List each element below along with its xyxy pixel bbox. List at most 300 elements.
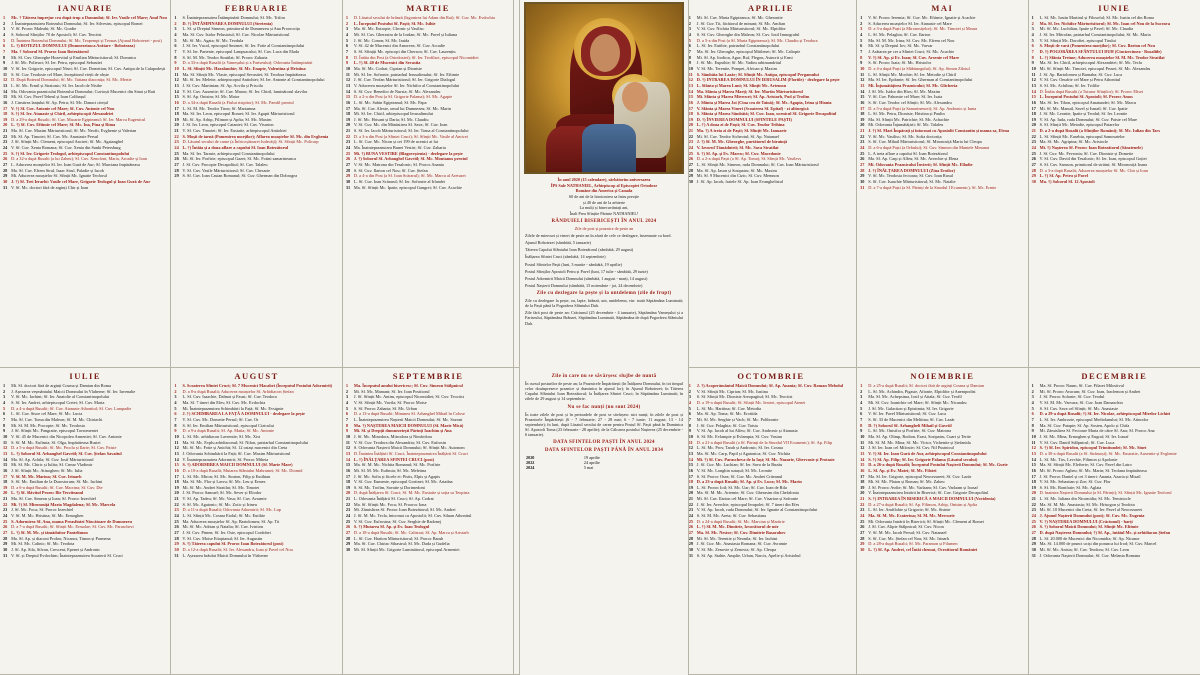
observances-heading: Zile cu dezlegare la pește și la untdelemn (zile de frupt) <box>536 291 672 296</box>
calendar-day <box>3 15 167 20</box>
day-number: 25 <box>345 518 351 524</box>
day-text: V. Sf. Proroc Maleahi; Sf. Mc. Gordie <box>10 26 77 32</box>
day-number: 30 <box>860 547 865 553</box>
day-number: 20 <box>688 122 693 128</box>
day-number: 22 <box>860 133 865 139</box>
day-text: Ma. Sf. Cuv. Maxim Mărturisitorul; Sf. Mc. Neofit, Evghenie și Valerian <box>10 128 137 134</box>
day-text: J. Sf. Ier. Ioan cel Milostiv; Sf. Cuv. Nil Pustnicul <box>867 445 954 451</box>
day-number: 10 <box>1031 433 1036 439</box>
calendar-day <box>174 145 338 150</box>
day-number: 24 <box>860 513 865 519</box>
day-text: S. Sf. Cuv. Ioan Casian Romanul; Sf. Cuv. Gherman din Dobrogea <box>181 173 298 179</box>
calendar-day <box>1032 462 1197 467</box>
day-text: L. †) Sfânta Treime; Aducerea moaștelor Sf. M. Mc. Teodor Stratilat <box>1038 54 1165 60</box>
day-text: S. Sf. Sfințit Mc. Metodie, episcopul Patarelor <box>1038 122 1120 128</box>
day-text: J. Sf. Cuv. Mc. Fevronia; Sf. Cuv. Dionisie și Dometie <box>1038 150 1134 156</box>
day-number: 12 <box>3 445 8 451</box>
calendar-day <box>174 94 338 99</box>
day-text: V. Sf. Ier. Pavel Mărturisitorul; Sf. Cuv. Luca <box>867 411 947 417</box>
day-number: 17 <box>1031 105 1036 111</box>
rules-list <box>525 233 683 288</box>
month-title: FEBRUARIE <box>224 3 289 13</box>
day-text: S. Sf. Cuv. Teodor cel Sfințit; Sf. Mc. Alexandru <box>867 99 952 105</box>
day-text: L. Sf. Sfințit Mc. Mochie; Sf. Ier. Metodie și Chiril <box>867 71 957 77</box>
calendar-day <box>689 434 853 439</box>
day-number: 1 <box>345 15 348 20</box>
day-text: L. †) Soborul Sf. Arhanghel Gavriil; Sf. Cuv. Ștefan Savaitul <box>10 450 122 456</box>
day-number: 25 <box>345 150 351 156</box>
day-number: 5 <box>1031 37 1034 43</box>
day-text: V. Sf. Sfințit Mc. Doroftei, episcopul Tirului <box>1038 37 1116 43</box>
day-text: Ma. Sf. M. Mc. Artemie; Sf. Cuv. Gherasim din Chefalonia <box>695 490 799 496</box>
day-number: 30 <box>3 179 8 185</box>
day-text: D. a 28-a după Rusalii; Sf. Mc. Paramon și Filumen <box>867 541 958 547</box>
day-number: 13 <box>1031 82 1036 88</box>
day-text: D. a 2-a după Rusalii (a Sfinților Români); Sf. Mc. Iulian din Tars <box>1038 128 1161 134</box>
day-text: Mi. Sf. Mc. Calinic; Sf. Mc. Teodota <box>10 541 75 547</box>
day-text: Mi. Sf. Proroc Avacum; Sf. Cuv. Ioan, Iraclemon și Andrei <box>1038 388 1141 394</box>
day-text: Ma. Sf. Ap. Toma; Sf. Mc. Erotiida <box>695 411 758 417</box>
day-text: Mi. Sf. Mc. Anisia; Sf. Cuv. Teodora; Sf. Cuv. Leon <box>1038 547 1129 553</box>
day-text: V. Sf. Mc. doctori fără de arginți Chir și Ioan <box>10 184 89 190</box>
day-number: 18 <box>860 479 865 485</box>
calendar-day <box>346 72 510 77</box>
day-text: S. Sf. M. Mc. Eufimia; Sf. Olga, împărăteasa Rusiei <box>10 439 101 445</box>
calendar-day <box>860 411 1024 416</box>
day-number: 22 <box>345 501 351 507</box>
day-number: 26 <box>3 524 8 530</box>
calendar-day <box>860 83 1024 88</box>
day-number: 2 <box>3 20 6 26</box>
day-number: 10 <box>345 65 351 71</box>
day-text: D. a 4-a din Post (a Sf. Ioan Scărarul); Sf. Mc. Marcu al Aretuzei <box>352 173 466 179</box>
day-text: Ma. Sf. Mc. Carp, Papil și Agatonica; Sf. Cuv. Nichita <box>695 450 791 456</box>
calendar-day <box>346 451 510 456</box>
day-number: 13 <box>174 82 179 88</box>
day-text: V. †) Sf. Cuv. Antonie cel Mare; Sf. Cuv. Antonie cel Nou <box>10 105 115 111</box>
day-number: 17 <box>345 105 351 111</box>
day-number: 26 <box>345 524 351 530</box>
day-number: 11 <box>345 439 350 445</box>
day-text: D. după Înălțarea Sf. Cruci; Sf. M. Mc. Eustatie și soția sa Teopista <box>352 490 470 496</box>
calendar-day <box>1032 383 1197 388</box>
day-number: 10 <box>174 65 179 71</box>
day-text: Ma. †) Soborul Sf. 12 Apostoli <box>1038 179 1095 185</box>
day-number: 10 <box>688 65 693 71</box>
day-number: 13 <box>860 82 865 88</box>
day-number: 22 <box>860 501 865 507</box>
day-number: 4 <box>345 31 348 37</box>
day-number: 16 <box>688 99 693 105</box>
day-number: 16 <box>1031 99 1036 105</box>
day-number: 26 <box>688 524 693 530</box>
day-number: 19 <box>1031 116 1036 122</box>
day-text: Mi. Odovania Intrării în Biserică; Sf. Sfințit Mc. Clement al Romei <box>867 518 984 524</box>
day-text: J. Ajunul Nașterii Domnului (post); Sf. Cuv. Mc. Eugenia <box>1038 513 1145 519</box>
calendar-day <box>3 168 167 173</box>
day-number: 4 <box>688 399 691 405</box>
day-text: V. Sf. 42 de Mucenici din Amoreea; Sf. Cuv. Arcadie <box>352 43 446 49</box>
day-text: Mi. Sf. Mc. Platon și Roman; Sf. Mc. Zaheu <box>867 479 945 485</box>
calendar-day <box>689 111 853 116</box>
day-text: L. †) Sf. M. Mc. Dimitrie, Izvorâtorul de mir <box>695 524 779 530</box>
day-text: V. Sf. M. Mc. Iacob Persul; Sf. Cuv. Natanael <box>867 530 947 536</box>
day-number: 5 <box>174 405 177 411</box>
calendar-day <box>860 507 1024 512</box>
day-number: 1 <box>345 383 348 388</box>
calendar-day <box>860 547 1024 552</box>
day-text: Mi. Înaintepraznuirea Schimbării la Față; Sf. Mc. Evsignie <box>181 405 284 411</box>
day-number: 14 <box>1031 88 1036 94</box>
calendar-day <box>860 100 1024 105</box>
day-number: 23 <box>3 507 8 513</box>
month-days <box>3 15 167 190</box>
observance-line: Zile fără post de peste an: Crăciunul (25 decembrie - 4 ianuarie), Săptămâna Vameșului și a Fariseului, Săptămâna Brânzei, Săptămâna Luminată, Săptămâna de după Pogorârea Sfântului Duh. <box>525 310 683 326</box>
day-text: Mi. Sf. Mc. Fotie și Anichit; Sf. 12 ostași mucenici din Creta <box>181 445 288 451</box>
day-text: S. Moșii de iarnă (Pomenirea morților); Aflarea moaștelor Sf. Mc. din Evghenia <box>181 133 329 139</box>
rule-line: Ajunul Bobotezei (sâmbătă, 5 ianuarie) <box>525 240 591 246</box>
calendar-day <box>346 38 510 43</box>
day-number: 10 <box>345 433 351 439</box>
day-text: Ma. Sf. Ier. Gheorghe, episcopul Mitilenei; Sf. Mc. Caliopie <box>695 48 801 54</box>
day-number: 3 <box>1031 394 1034 400</box>
day-text: Ma. Sf. M. Mc. Irina; Sf. Cuv. Mc. Efrem cel Nou <box>867 37 955 43</box>
day-number: 18 <box>345 479 351 485</box>
calendar-day <box>689 32 853 37</box>
day-text: Ma. Sf. Cuv. Alexie, omul lui Dumnezeu; Sf. Mc. Marin <box>352 105 451 111</box>
day-number: 26 <box>860 524 865 530</box>
calendar-day <box>860 541 1024 546</box>
calendar-day <box>174 490 338 495</box>
day-number: 9 <box>345 428 348 434</box>
day-number: 1 <box>1031 383 1034 388</box>
calendar-day <box>860 440 1024 445</box>
day-text: D. a 6-a după Paști (a Orbului); Sf. Cuv. Simeon din Muntele Minunat <box>867 145 990 151</box>
day-number: 4 <box>1031 31 1034 37</box>
day-number: 27 <box>1031 530 1036 536</box>
calendar-day <box>860 389 1024 394</box>
day-text: J. Sfânta și Marea Joi (Cina cea de Taină); Sf. Mc. Agapia, Irina și Hionia <box>695 99 832 105</box>
day-text: D. Întâia după Rusalii (a Tuturor Sfinților); Sf. Proroc Elisei <box>1038 88 1144 94</box>
day-text: D. a 13-a după Rusalii; Minunea Sf. Arhanghel Mihail în Colose <box>352 411 465 417</box>
day-number: 28 <box>345 167 351 173</box>
day-number: 23 <box>860 507 865 513</box>
calendar-day <box>3 72 167 77</box>
calendar-day <box>860 173 1024 178</box>
day-number: 17 <box>3 473 8 479</box>
day-text: Ma. Odovania praznicului Botezului Domnului; Cuvioșii Mucenici din Sinai și Rait <box>10 88 156 94</box>
month-column-iulie <box>0 368 171 675</box>
calendar-day <box>174 496 338 501</box>
day-number: 11 <box>3 71 8 77</box>
day-text: J. Sf. Mc. Polieuct; Sf. Ier. Petru, episcopul Sebastiei <box>10 60 103 66</box>
calendar-day <box>1032 145 1197 150</box>
month-days <box>174 383 338 558</box>
calendar-day <box>174 173 338 178</box>
day-text: Mi. Sf. și Drepții dumnezeiești Părinți Ioachim și Ana <box>352 428 452 434</box>
calendar-day <box>1032 406 1197 411</box>
day-number: 18 <box>3 111 8 117</box>
day-text: V. Sf. Cuv. Mc. din Mănăstirea Sf. Sava; Sf. Cuv. Ioan <box>352 122 448 128</box>
calendar-day <box>3 32 167 37</box>
day-number: 2 <box>860 388 863 394</box>
calendar-day <box>689 519 853 524</box>
calendar-day <box>1032 49 1197 54</box>
day-number: 13 <box>1031 450 1036 456</box>
day-text: J. †) Sf. Trei Ierarhi: Vasile cel Mare, Grigorie Teologul și Ioan Gură de Aur <box>10 179 151 185</box>
day-number: 29 <box>174 173 179 179</box>
calendar-day <box>174 411 338 416</box>
calendar-day <box>689 423 853 428</box>
calendar-day <box>689 122 853 127</box>
day-text: V. Sf. Cuv. Xenia Romana; Sf. Cuv. Xenia din Sankt Petersburg <box>10 145 121 151</box>
day-text: Mi. Sf. Mc. Chiric și Iulita; Sf. Cneaz Vladimir <box>10 462 93 468</box>
day-number: 20 <box>3 122 8 128</box>
calendar-day <box>3 49 167 54</box>
calendar-day <box>689 524 853 529</box>
day-text: Mi. Odovania Înjumătățirii; Sf. Mc. Talaleu <box>867 122 944 128</box>
day-number: 5 <box>345 405 348 411</box>
month-title: IUNIE <box>1098 3 1131 13</box>
day-number: 6 <box>860 43 863 49</box>
calendar-day <box>174 77 338 82</box>
calendar-day <box>689 106 853 111</box>
day-number: 1 <box>1031 15 1034 20</box>
day-number: 3 <box>860 26 863 32</box>
day-number: 1 <box>3 15 6 20</box>
day-text: V. Sf. Mc. Sebastian și Zoe; Sf. Cuv. Flor <box>1038 479 1111 485</box>
day-text: Ma. Sf. Ier. Leon, episcopul Romei; Sf. Ier. Agapit Mărturisitorul <box>181 111 295 117</box>
day-text: J. Sf. Mc. Foca; Sf. Proroc Iezechiel <box>10 507 74 513</box>
pascal-heading: DATA SFINTELOR PAȘTI ÎN ANUL 2024 <box>553 440 655 446</box>
day-number: 15 <box>860 462 865 468</box>
calendar-day <box>1032 485 1197 490</box>
day-number: 2 <box>174 388 177 394</box>
calendar-day <box>1032 519 1197 524</box>
calendar-day <box>1032 32 1197 37</box>
day-number: 18 <box>174 111 179 117</box>
day-number: 14 <box>174 456 179 462</box>
calendar-day <box>1032 445 1197 450</box>
calendar-day <box>3 122 167 127</box>
day-text: Mi. Odovania Praznicului Învierii; Sf. Sfințit Mc. Elladie <box>867 162 973 168</box>
day-text: S. †) Soborul Maicii Domnului; Sf. Sfințit Mc. Eftimie <box>1038 524 1139 530</box>
calendar-day <box>1032 474 1197 479</box>
day-text: L. Sf. Mc. Tirs, Levchie, Filimon și Apolonie <box>1038 456 1118 462</box>
calendar-day <box>860 530 1024 535</box>
calendar-day <box>346 389 510 394</box>
day-text: L. †) ÎNĂLȚAREA SFINTEI CRUCI (post) <box>352 456 435 462</box>
day-number: 24 <box>688 145 693 151</box>
calendar-day <box>1032 468 1197 473</box>
day-text: D. Înaintea Botezului Domnului; Sf. Mc. Teopempt și Teonas (Ajunul Bobotezei - post) <box>10 37 162 43</box>
day-text: V. Sf. Mc. Terentie, Pompei, African și Maxim <box>695 65 777 71</box>
rule-line: Postul Nașterii Domnului (sâmbătă, 15 noiembrie - joi, 24 decembrie) <box>525 282 643 288</box>
day-text: L. †) BOTEZUL DOMNULUI (Dumnezeiasca Arătare - Boboteaza) <box>10 43 135 49</box>
dedication-text <box>525 177 683 216</box>
day-number: 30 <box>860 179 865 185</box>
calendar-day <box>1032 536 1197 541</box>
day-number: 18 <box>1031 479 1036 485</box>
calendar-day <box>3 479 167 484</box>
day-text: Ma. Sf. Ier. Nichifor Mărturisitorul; Sf. Mc. Ioan cel Nou de la Suceava <box>1038 20 1171 26</box>
calendar-day <box>3 55 167 60</box>
calendar-day <box>174 162 338 167</box>
calendar-day <box>174 417 338 422</box>
calendar-day <box>860 89 1024 94</box>
calendar-day <box>689 89 853 94</box>
day-number: 17 <box>688 473 693 479</box>
day-text: L. Sf. Mc. Haritina; Sf. Cuv. Metodia <box>695 405 762 411</box>
day-number: 29 <box>860 541 865 547</box>
day-text: D. †) POGORÂREA SFÂNTULUI DUH (Cincizecimea - Rusaliile) <box>1038 48 1162 54</box>
day-number: 6 <box>345 411 348 417</box>
day-number: 2 <box>1031 388 1034 394</box>
day-text: V. Sf. Mc. Matrona din Tesalonic; Sf. Proroc Anania <box>352 162 444 168</box>
day-text: V. Sf. și Dreptul Evdochim; Înaintepraznuirea Scoaterii Sf. Cruci <box>10 552 123 558</box>
calendar-day <box>346 106 510 111</box>
day-text: Ma. Sf. Ap. și diaconi Prohor, Nicanor, Timon și Parmena <box>10 535 111 541</box>
day-number: 22 <box>345 133 351 139</box>
calendar-day <box>860 428 1024 433</box>
day-text: V. Sf. Mc. Vasilisc; Sf. Mc. Sofia doctorița <box>867 133 942 139</box>
calendar-day <box>860 394 1024 399</box>
dedication-line: 60 de ani de la hirotonirea sa întru preoție <box>569 193 639 199</box>
calendar-day <box>860 49 1024 54</box>
day-number: 7 <box>860 48 863 54</box>
calendar-day <box>3 26 167 31</box>
day-number: 20 <box>860 122 865 128</box>
day-number: 1 <box>174 383 177 388</box>
month-title: IANUARIE <box>57 3 113 13</box>
calendar-day <box>689 485 853 490</box>
day-text: Ma. Sf. Mc. Agripina; Sf. Mc. Aristocle <box>1038 139 1109 145</box>
day-text: D. a 5-a după Rusalii; Sf. Mc. Proclu și Ilarie; Sf. Cuv. Paisie <box>10 445 117 451</box>
calendar-day <box>346 434 510 439</box>
day-number: 12 <box>3 77 8 83</box>
dedication-line: În anul 2020 (15 calendare), sărbătorim aniversarea <box>557 177 651 182</box>
calendar-day <box>346 117 510 122</box>
day-text: J. Sf. Cuv. Mc. Luchian; Sf. Ier. Sava de la Buzău <box>695 462 783 468</box>
day-number: 1 <box>688 383 691 388</box>
day-text: D. a 33-a după Rusalii (a Vameșului și a Fariseului); Odovania Întâmpinării <box>181 60 313 66</box>
day-number: 10 <box>860 433 865 439</box>
calendar-day <box>174 468 338 473</box>
day-number: 23 <box>345 139 351 145</box>
day-text: Ma. Sf. Cuv. Simeon și Ioan; Sf. Proroc Iezechiel <box>10 496 97 502</box>
day-number: 1 <box>174 15 177 20</box>
day-number: 26 <box>688 156 693 162</box>
day-number: 5 <box>1031 405 1034 411</box>
day-text: D. a 21-a după Rusalii (a Sf. Părinți de la Sinodul VII Ecumenic); Sf. Ap. Filip <box>695 439 833 445</box>
day-number: 20 <box>1031 490 1036 496</box>
day-number: 4 <box>345 399 348 405</box>
day-text: S. Scoaterea Sfintei Cruci; Sf. 7 Mucenici Macabei (Începutul Postului Adormirii) <box>181 383 333 388</box>
day-number: 16 <box>3 99 8 105</box>
day-number: 24 <box>345 145 351 151</box>
calendar-day <box>3 106 167 111</box>
day-number: 18 <box>345 111 351 117</box>
day-number: 3 <box>860 394 863 400</box>
day-number: 2 <box>3 388 6 394</box>
day-number: 15 <box>1031 94 1036 100</box>
day-number: 15 <box>1031 462 1036 468</box>
day-number: 26 <box>1031 524 1036 530</box>
day-text: S. Sf. Sfințiți Mc. episcopi din Cherson; Sf. Cuv. Laurențiu <box>352 48 456 54</box>
calendar-day <box>860 434 1024 439</box>
day-text: D. a 12-a după Rusalii; Sf. Ier. Alexandru, Ioan și Pavel cel Nou <box>181 547 293 553</box>
day-text: V. †) Sf. Ap. și Ev. Ioan; Sf. Cuv. Arsenie cel Mare <box>867 54 960 60</box>
day-number: 14 <box>860 88 865 94</box>
icon-face-theotokos <box>590 34 620 72</box>
day-number: 19 <box>688 484 693 490</box>
calendar-day <box>689 100 853 105</box>
day-number: 16 <box>3 467 8 473</box>
day-text: V. Sf. Cuv. Auxentie; Sf. Cuv. Maron; Sf. Ier. Chiril, luminătorul slavilor <box>181 88 308 94</box>
day-number: 8 <box>1031 422 1034 428</box>
day-text: S. Înaintepraznuirea Întâmpinării Domnului; Sf. Mc. Trifon <box>181 15 285 20</box>
pascal-year: 2024 <box>526 465 535 471</box>
day-number: 23 <box>345 507 351 513</box>
calendar-day <box>346 541 510 546</box>
calendar-day <box>860 168 1024 173</box>
day-number: 13 <box>688 450 693 456</box>
day-number: 3 <box>345 26 348 32</box>
day-number: 8 <box>688 54 691 60</box>
no-wedding-line: În cursul posturilor de peste an; la Praznicele Împărătești (în Înălțarea Domnului, în tot timpul celor douăsprezece praznice și duminica în ajunul lor); în Ajunul Bobotezei; în Tăierea Capului Sfântului Ioan Botezătorul; la Înălțarea Sfintei Cruci; în Săptămâna Luminată; în zilele de 29 august și 14 septembrie. <box>525 381 683 402</box>
day-number: 17 <box>3 105 8 111</box>
day-text: Mi. †) Sf. Cuv. Parascheva de la Iași; Sf. Mc. Nazarie, Ghervasie și Protasie <box>695 456 835 462</box>
day-text: J. †) SCHIMBAREA LA FAȚĂ A DOMNULUI - dezlegare la pește <box>181 411 305 417</box>
day-text: J. Sf. Mc. Sofia și fiicele ei: Pistis, Elpis și Agapis <box>352 473 441 479</box>
day-text: Mi. Sf. Proroc Agheu; Sf. Mc. Marin; Sf. Teofana împărăteasa <box>1038 467 1147 473</box>
day-number: 5 <box>3 405 6 411</box>
day-text: V. Sf. Cuv. Onufrie cel Mare și Petru Athonitul <box>1038 77 1121 83</box>
day-text: S. Sf. Cuv. Mihail Mărturisitorul; Sf. Mironosiță Maria lui Cleopa <box>867 139 982 145</box>
day-number: 20 <box>174 122 179 128</box>
day-text: D. a 4-a după Paști (a Slăbănogului); Sf. Ap. Simon Zilotul <box>867 65 970 71</box>
calendar-day <box>860 55 1024 60</box>
day-number: 8 <box>688 422 691 428</box>
day-number: 10 <box>688 433 693 439</box>
day-text: S. Sf. Mc. Emilian de la Durostorum; Sf. Mc. Iachint <box>10 479 103 485</box>
day-text: L. Sf. Mc. Iustin Martirul și Filosoful; Sf. Mc. Iustin cel din Roma <box>1038 15 1154 20</box>
day-text: S. Sf. Sfințit Mc. Dionisie Areopagitul; Sf. Mc. Teoctist <box>695 394 793 400</box>
month-column-august <box>171 368 342 675</box>
day-text: V. Sf. Proroc Ieremia; Sf. Cuv. Mc. Eftimie, Ignatie și Acachie <box>867 15 976 20</box>
day-number: 1 <box>860 383 863 388</box>
calendar-day <box>689 457 853 462</box>
calendar-day <box>174 38 338 43</box>
day-number: 4 <box>1031 399 1034 405</box>
day-text: J. Sf. Proroc Daniel și cei 3 tineri: Anania, Azaria și Misail <box>1038 473 1141 479</box>
day-number: 3 <box>3 394 6 400</box>
day-number: 14 <box>345 456 351 462</box>
calendar-day <box>1032 173 1197 178</box>
day-text: S. Sf. M. Mc. Areta; Sf. Cuv. Sebastiana <box>695 513 767 519</box>
day-number: 24 <box>688 513 693 519</box>
day-text: L. †) Sf. Ap. Andrei, cel Întâi chemat, Ocrotitorul României <box>867 547 978 553</box>
calendar-day <box>174 457 338 462</box>
calendar-day <box>860 77 1024 82</box>
day-text: D. a 26-a după Rusalii; Începutul Postului Nașterii Domnului; Sf. Mc. Gurie <box>867 462 1008 468</box>
day-text: J. Sf. Ap. Iacob, fratele Sf. Ap. Ioan Evanghelistul <box>695 179 783 185</box>
day-text: Ma. Sfânta și Marea Marți; Sf. Ier. Martin Mărturisitorul <box>695 88 803 94</box>
day-text: L. Sf. Cuv. Mc. Nicon și cei 199 de ucenici ai lui <box>352 139 439 145</box>
day-number: 17 <box>860 473 865 479</box>
day-number: 7 <box>3 416 6 422</box>
calendar-day <box>174 32 338 37</box>
